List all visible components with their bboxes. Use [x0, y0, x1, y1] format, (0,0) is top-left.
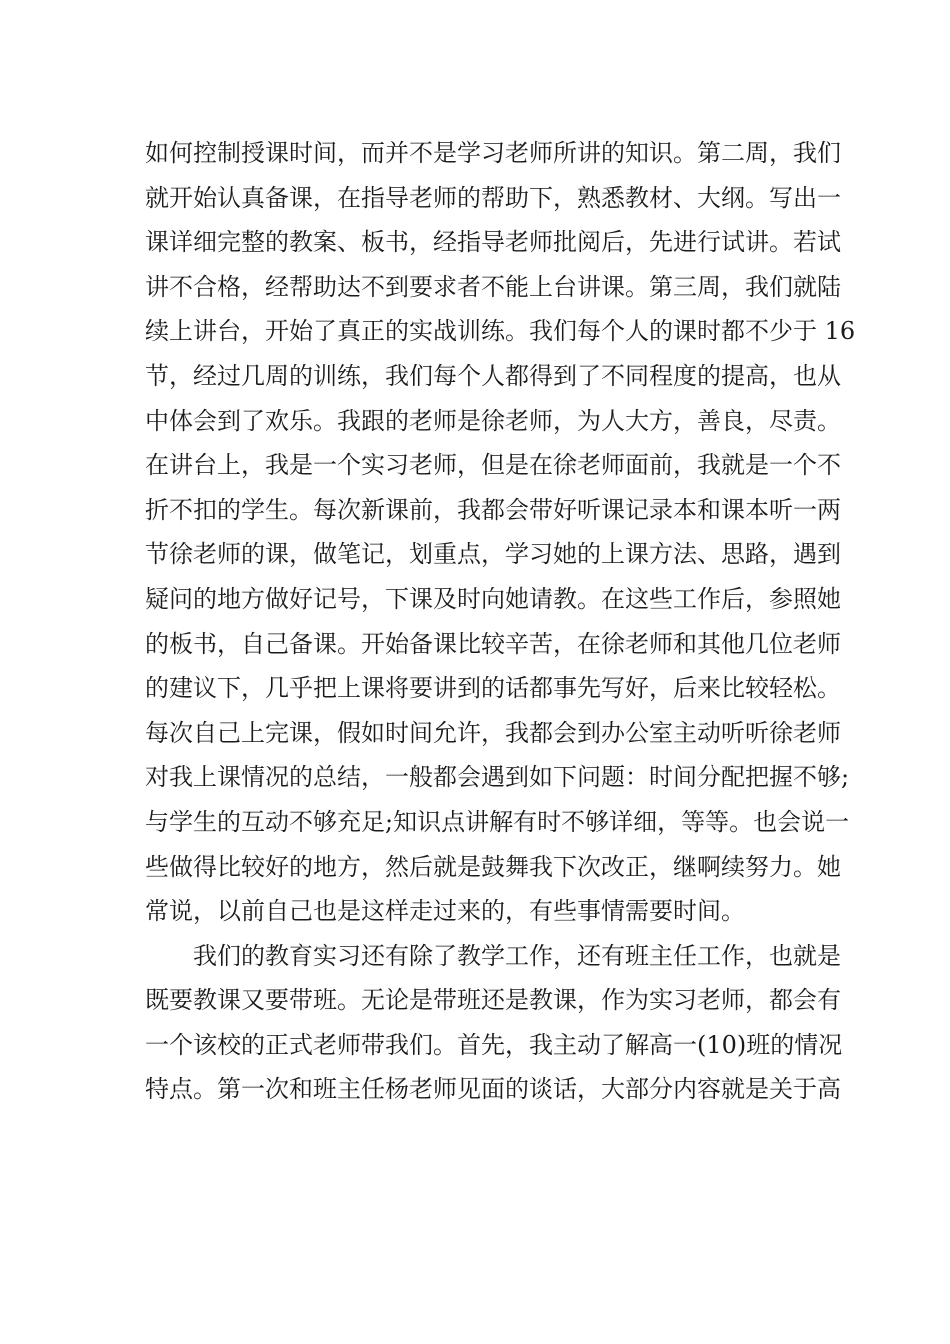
- body-text: [145, 131, 856, 1112]
- text-line-8: 在讲台上，我是一个实习老师，但是在徐老师面前，我就是一个不: [145, 451, 841, 480]
- text-line-14: 每次自己上完课，假如时间允许，我都会到办公室主动听听徐老师: [145, 718, 841, 747]
- text-line-9: 折不扣的学生。每次新课前，我都会带好听课记录本和课本听一两: [145, 495, 841, 524]
- text-line-5: 续上讲台，开始了真正的实战训练。我们每个人的课时都不少于 16: [145, 317, 856, 346]
- text-line-6: 节，经过几周的训练，我们每个人都得到了不同程度的提高，也从: [145, 361, 841, 390]
- text-line-18: 常说，以前自己也是这样走过来的，有些事情需要时间。: [145, 897, 745, 926]
- text-line-16: 与学生的互动不够充足;知识点讲解有时不够详细，等等。也会说一: [145, 807, 850, 836]
- text-line-2: 就开始认真备课，在指导老师的帮助下，熟悉教材、大纲。写出一: [145, 183, 841, 212]
- text-line-12: 的板书，自己备课。开始备课比较辛苦，在徐老师和其他几位老师: [145, 629, 841, 658]
- text-line-22: 特点。第一次和班主任杨老师见面的谈话，大部分内容就是关于高: [145, 1075, 841, 1104]
- text-line-20: 既要教课又要带班。无论是带班还是教课，作为实习老师，都会有: [145, 986, 841, 1015]
- text-line-10: 节徐老师的课，做笔记，划重点，学习她的上课方法、思路，遇到: [145, 540, 841, 569]
- text-line-13: 的建议下，几乎把上课将要讲到的话都事先写好，后来比较轻松。: [145, 674, 841, 703]
- text-line-11: 疑问的地方做好记号，下课及时向她请教。在这些工作后，参照她: [145, 584, 841, 613]
- text-line-7: 中体会到了欢乐。我跟的老师是徐老师，为人大方，善良，尽责。: [145, 406, 841, 435]
- text-line-21: 一个该校的正式老师带我们。首先，我主动了解高一(10)班的情况: [145, 1030, 843, 1059]
- text-line-3: 课详细完整的教案、板书，经指导老师批阅后，先进行试讲。若试: [145, 228, 841, 257]
- text-line-1: 如何控制授课时间，而并不是学习老师所讲的知识。第二周，我们: [145, 139, 841, 167]
- text-line-17: 些做得比较好的地方，然后就是鼓舞我下次改正，继啊续努力。她: [145, 852, 841, 881]
- text-line-19: 我们的教育实习还有除了教学工作，还有班主任工作，也就是: [193, 941, 841, 970]
- text-line-15: 对我上课情况的总结，一般都会遇到如下问题：时间分配把握不够;: [145, 763, 850, 792]
- text-line-4: 讲不合格，经帮助达不到要求者不能上台讲课。第三周，我们就陆: [145, 272, 841, 301]
